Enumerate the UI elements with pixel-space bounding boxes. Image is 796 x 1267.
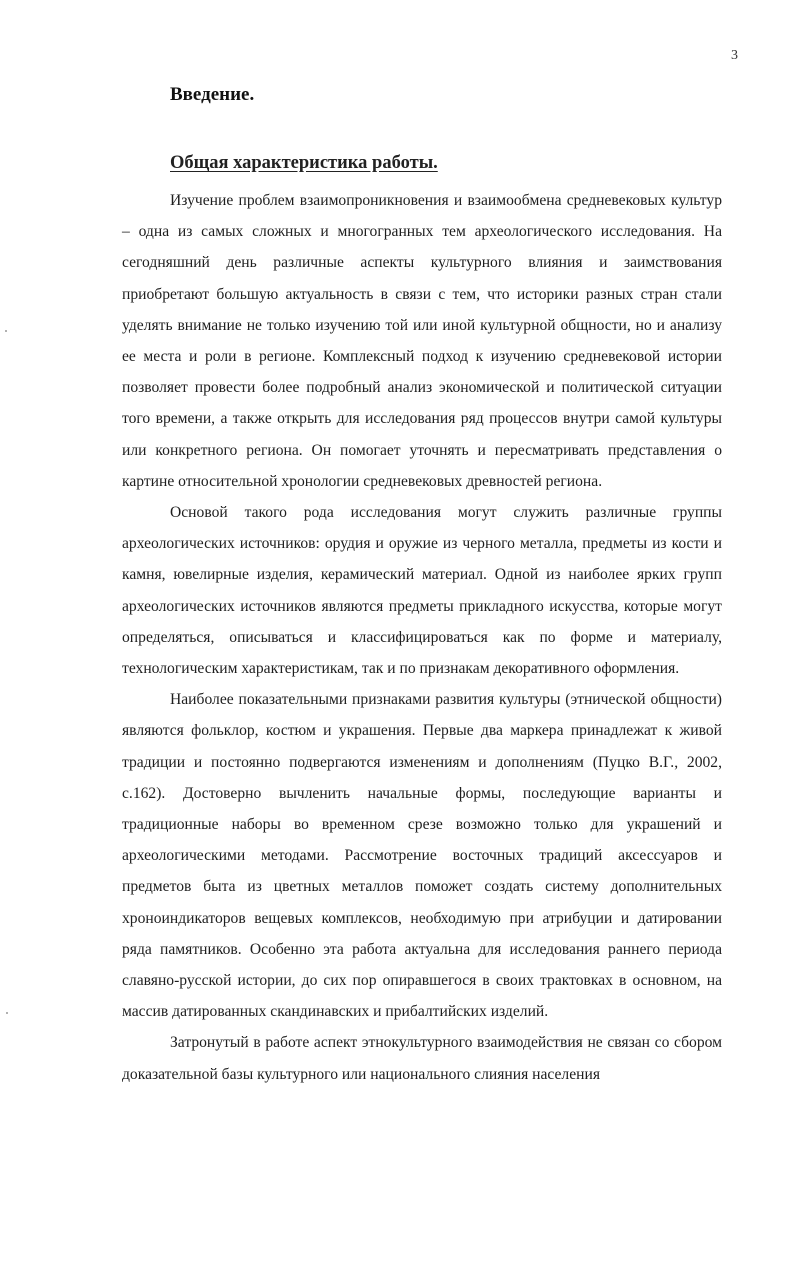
- paragraph-3: Наиболее показательными признаками развития культуры (этнической общности) являются фольклор, костюм и украшения. Первые два маркера принадлежат к живой традиции и постоянно подвергаются изменениям и дополнениям (Пуцко В.Г., 2002, с.162). Достоверно вычленить начальные формы, последующие варианты и традиционные наборы во временном срезе возможно только для украшений и археологическими методами. Рассмотрение восточных традиций аксессуаров и предметов быта из цветных металлов поможет создать систему дополнительных хроноиндикаторов вещевых комплексов, необходимую при атрибуции и датировании ряда памятников. Особенно эта работа актуальна для исследования раннего периода славяно-русской истории, до сих пор опиравшегося в своих трактовках в основном, на массив датированных скандинавских и прибалтийских изделий.: [122, 691, 722, 1021]
- scan-speck: [6, 1012, 8, 1014]
- paragraph-1: Изучение проблем взаимопроникновения и взаимообмена средневековых культур – одна из самых сложных и многогранных тем археологического исследования. На сегодняшний день различные аспекты культурного влияния и заимствования приобретают большую актуальность в связи с тем, что историки разных стран стали уделять внимание не только изучению той или иной культурной общности, но и анализу ее места и роли в регионе. Комплексный подход к изучению средневековой истории позволяет провести более подробный анализ экономической и политической ситуации того времени, а также открыть для исследования ряд процессов внутри самой культуры или конкретного региона. Он помогает уточнять и пересматривать представления о картине относительной хронологии средневековых древностей региона.: [122, 192, 722, 490]
- paragraph-4: Затронутый в работе аспект этнокультурного взаимодействия не связан со сбором доказательной базы культурного или национального слияния населения: [122, 1034, 722, 1083]
- section-heading: Введение.: [170, 84, 255, 105]
- body-text: [122, 185, 722, 1090]
- subsection-heading: Общая характеристика работы.: [170, 153, 438, 173]
- page-number: 3: [731, 48, 738, 63]
- scan-speck: [5, 330, 7, 332]
- paragraph-2: Основой такого рода исследования могут служить различные группы археологических источников: орудия и оружие из черного металла, предметы из кости и камня, ювелирные изделия, керамический материал. Одной из наиболее ярких групп археологических источников являются предметы прикладного искусства, которые могут определяться, описываться и классифицироваться как по форме и материалу, технологическим характеристикам, так и по признакам декоративного оформления.: [122, 504, 722, 678]
